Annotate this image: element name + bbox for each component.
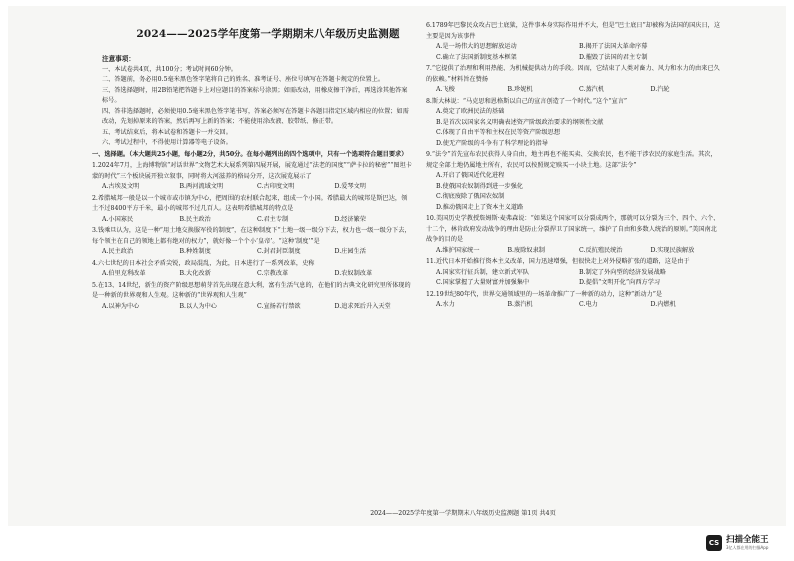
- answer-option: D.汽轮: [650, 86, 670, 93]
- answer-option: C.反抗殖民统治: [579, 246, 623, 254]
- answer-option: A.伯里克利改革: [102, 270, 146, 277]
- question-stem: 8.斯大林说：“马克思和恩格斯以自己的宣言创造了一个时代。”这个“宣言”: [426, 97, 628, 105]
- question: [92, 281, 412, 313]
- answer-option: A.奠定了欧洲民法的基础: [436, 108, 505, 115]
- answer-option: B.民主政治: [179, 215, 211, 223]
- answer-option: D.农奴制改革: [334, 270, 373, 277]
- answer-option: D.追求死后升入天堂: [334, 302, 391, 310]
- question: [426, 257, 722, 289]
- question: [426, 150, 722, 213]
- answer-option: D.摧毁了法国的君主专制: [579, 53, 648, 61]
- answer-option: A.开启了俄国近代化进程: [436, 172, 505, 179]
- answer-option: D.实现民族解放: [650, 246, 695, 254]
- question-options: [92, 215, 412, 226]
- answer-option: B.两河流域文明: [179, 183, 224, 190]
- scanner-app-name: 扫描全能王: [726, 535, 769, 545]
- answer-option: A.维护国家统一: [436, 246, 480, 254]
- answer-option: D.内燃机: [650, 301, 676, 308]
- question-options: [426, 171, 722, 213]
- answer-option: B.珍妮机: [507, 86, 533, 93]
- question-stem: 6.1789年巴黎民众攻占巴士底狱，这件事本身实际作用并不大，但是“巴士底日”却被称为法国的国庆日，这主要是因为该事件: [426, 22, 721, 40]
- answer-option: B.大化改新: [179, 270, 211, 277]
- note-item: 一、本试卷共4页，共100分；考试时间60分钟。: [102, 65, 237, 73]
- question: [92, 226, 412, 258]
- right-column: [426, 20, 722, 311]
- question: [92, 161, 412, 193]
- answer-option: B.种姓制度: [179, 248, 211, 255]
- question-options: [92, 302, 412, 313]
- section-one-heading: 一、选择题。（本大题共25小题，每小题2分，共50分。在每小题列出的四个选项中，只有一个选项符合题目要求）: [92, 150, 408, 158]
- notes-heading: 注意事项：: [102, 55, 135, 63]
- answer-option: A.是一场伟大的思想解放运动: [436, 43, 517, 50]
- question-stem: 9.“法令”首先宣布农民获得人身自由，地主再也不能买卖、交换农民，也不能干涉农民的家庭生活。其次，规定全部土地仍属地主所有，农民可以按照规定赎买一小块土地。这部“法令”: [426, 151, 717, 169]
- left-column: [92, 54, 412, 312]
- answer-option: C.封君封臣制度: [257, 248, 301, 255]
- answer-option: A.水力: [436, 301, 455, 308]
- note-item: 六、考试过程中，不得使用计算器等电子设备。: [102, 139, 232, 146]
- answer-option: A.小国寡民: [102, 215, 134, 223]
- answer-option: B.是首次以国家名义明确表述资产阶级政治要求的纲领性文献: [436, 118, 604, 126]
- question-options: [426, 246, 722, 257]
- questions-right: [426, 21, 722, 311]
- exam-page: [8, 6, 786, 526]
- question: [426, 214, 722, 256]
- answer-option: B.使俄国农奴制得到进一步强化: [436, 182, 523, 190]
- answer-option: D.爱琴文明: [334, 183, 366, 190]
- answer-option: C.蒸汽机: [579, 86, 605, 93]
- answer-option: D.经济繁荣: [334, 215, 366, 223]
- answer-option: C.宣扬若行禁欲: [257, 302, 301, 310]
- scanner-badge-text: [726, 535, 769, 551]
- question-options: [426, 107, 722, 149]
- answer-option: B.以人为中心: [179, 302, 217, 310]
- answer-option: C.古印度文明: [257, 183, 295, 190]
- scanner-badge: [706, 528, 792, 558]
- question-options: [92, 182, 412, 193]
- answer-option: C.确立了法国新制度基本框架: [436, 53, 517, 61]
- answer-option: B.蒸汽机: [507, 301, 533, 308]
- question: [92, 259, 412, 280]
- question-stem: 1.2024年7月，上海博物馆“对话世界”文物艺术大展系列第四展开展，展览通过“法老的国度”“萨卡拉的秘密”“图坦卡蒙的时代”三个板块展开独立叙事，同时将大河滋养的格局分开，这次展览展示了: [92, 162, 412, 180]
- question-options: [426, 300, 722, 311]
- note-item: 二、答题前，务必用0.5毫米黑色签字笔将自己的姓名、准考证号、座位号填写在答题卡规定的位置上。: [102, 76, 385, 83]
- question-stem: 10.美国历史学教授詹姆斯·麦弗森说：“如果这个国家可以分裂成两个，那就可以分裂为三个、四个、六个、十二个，林肯政府发动战争的理由是防止分裂捍卫了国家统一，维护了自由和多数人统治的原则。”美国南北战争的目的是: [426, 215, 720, 243]
- answer-option: C.彻底废除了俄国农奴制: [436, 193, 505, 200]
- question-options: [426, 268, 722, 289]
- note-item: 五、考试结束后，将本试卷和答题卡一并交回。: [102, 128, 232, 136]
- question-stem: 2.希腊城邦一般是以一个城市或市镇为中心，把周围的农村联合起来，组成一个小国。希腊最大的城邦是斯巴达，领土不过8400平方千米，最小的城邦不过几百人。这表明希腊城邦的特点是: [92, 194, 408, 212]
- answer-option: C.宗教改革: [257, 270, 289, 277]
- question: [92, 194, 412, 226]
- notes-list: [92, 65, 412, 149]
- answer-option: C.体现了自由平等和主权在民等资产阶级思想: [436, 129, 561, 136]
- answer-option: A.民主政治: [102, 248, 134, 255]
- question-options: [92, 269, 412, 280]
- question-stem: 5.在13、14世纪，新生的资产阶级思想萌芽首先出现在意大利，富有生活气息的，在他们的古典文化研究里所体现的是一种新的世界观和人生观。这种新的“世界观和人生观”: [92, 281, 411, 299]
- page-footer: 2024——2025学年度第一学期期末八年级历史监测题 第1页 共4页: [370, 510, 556, 517]
- answer-option: B.废除奴隶制: [507, 246, 545, 254]
- answer-option: D.提倡“文明开化”向西方学习: [579, 279, 661, 286]
- answer-option: A.国家实行征兵制，建立新式军队: [436, 268, 530, 276]
- question-stem: 12.19世纪80年代，世界交通领域里的一场革命推广了一种新的动力，这种“新动力”是: [426, 290, 663, 298]
- answer-option: D.推动俄国走上了资本主义道路: [436, 203, 524, 211]
- exam-title: 2024——2025学年度第一学期期末八年级历史监测题: [136, 28, 400, 40]
- answer-option: B.制定了外向型的经济发展战略: [579, 268, 666, 276]
- question-stem: 3.钱乘旦认为，这是一种“用土地交换服军役的制度”，在这种制度下“土地一级一级分下去，权力也一级一级分下去，每个领主在自己的领地上都有绝对的权力”，就好像一个个小‘皇帝’。“这种‘制度’”是: [92, 227, 411, 245]
- question-stem: 7.“它提供了治理和利用热能、为机械提供动力的手段。因而，它结束了人类对畜力、风力和水力的由来已久的依赖。”材料旨在赞扬: [426, 65, 720, 83]
- note-item: 四、答非选择题时，必须使用0.5毫米黑色签字笔书写，答案必须写在答题卡各题目指定区域内相应的位置；如需改动，先划掉原来的答案，然后再写上新的答案；不能使用涂改液、胶带纸、修正带。: [102, 107, 409, 125]
- question: [426, 21, 722, 63]
- question-stem: 11.近代日本开始推行资本主义改革，国力迅速增强，但很快走上对外侵略扩张的道路，这是由于: [426, 258, 690, 265]
- answer-option: A.以神为中心: [102, 302, 140, 310]
- question-options: [426, 42, 722, 63]
- answer-option: C.国家掌握了大量财富并加强集中: [436, 279, 530, 286]
- answer-option: B.揭开了法国大革命序幕: [579, 43, 648, 50]
- note-item: 三、答选择题时，用2B铅笔把答题卡上对应题目的答案标号涂黑；如需改动，用橡皮擦干净后，再选涂其他答案标号。: [102, 86, 408, 104]
- answer-option: C.君主专制: [257, 215, 289, 223]
- question: [426, 97, 722, 150]
- answer-option: A.飞梭: [436, 86, 455, 93]
- answer-option: A.古埃及文明: [102, 183, 140, 190]
- answer-option: D.庄园生活: [334, 248, 366, 255]
- question-stem: 4.六七世纪的日本社会矛盾尖锐，政局混乱，为此，日本进行了一系列改革，史称: [92, 259, 315, 267]
- question-options: [92, 247, 412, 258]
- question: [426, 64, 722, 96]
- question: [426, 290, 722, 311]
- questions-left: [92, 161, 412, 312]
- camscanner-logo-icon: CS: [706, 535, 722, 551]
- scanner-app-tagline: 3亿人都在用的扫描App: [726, 545, 769, 550]
- answer-option: C.电力: [579, 301, 598, 308]
- answer-option: D.使无产阶级的斗争有了科学理论的指导: [436, 139, 548, 147]
- question-options: [426, 85, 722, 96]
